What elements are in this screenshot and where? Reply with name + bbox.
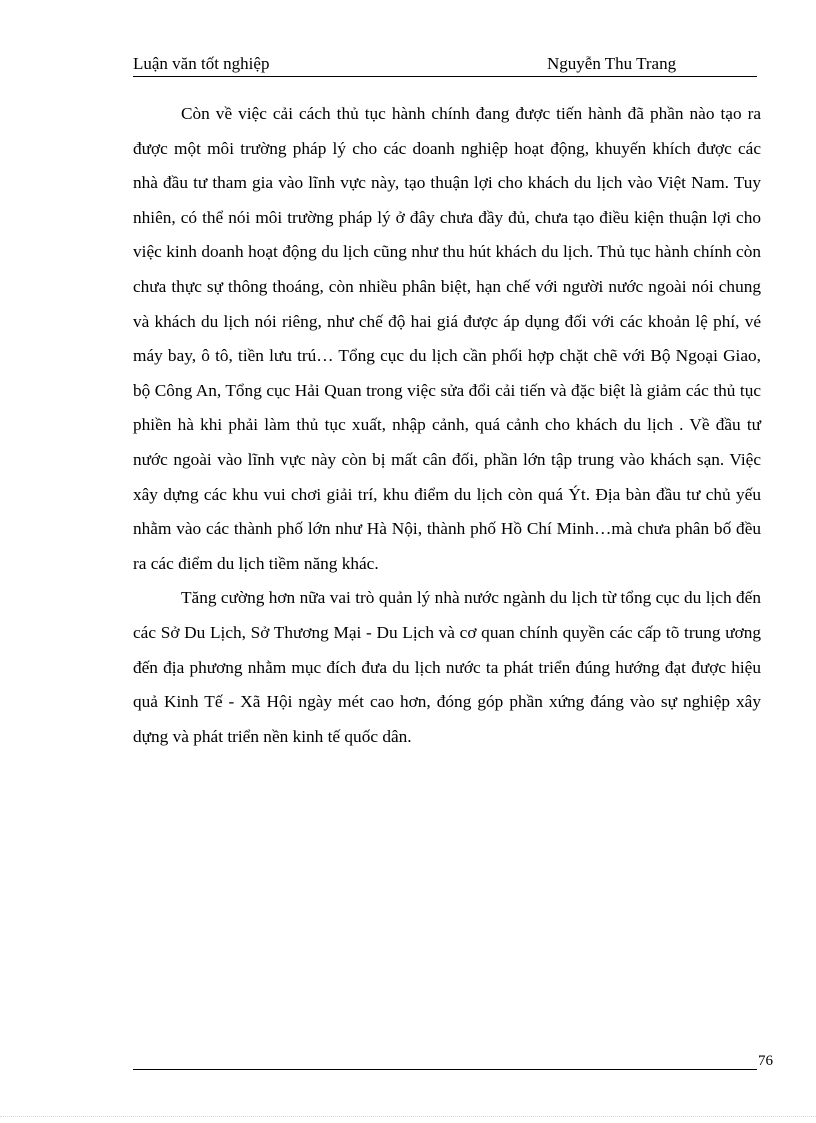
header-author-name: Nguyễn Thu Trang	[547, 54, 677, 73]
page-number: 76	[758, 1053, 773, 1069]
header-thesis-label: Luận văn tốt nghiệp	[133, 54, 270, 73]
footer-rule	[133, 1069, 757, 1070]
paragraph-administrative-reform: Còn về việc cải cách thủ tục hành chính đang được tiến hành đã phần nào tạo ra được một môi trường pháp lý cho các doanh nghiệp hoạt động, khuyến khích được các nhà đầu tư tham gia vào lĩnh vực này, tạo thuận lợi cho khách du lịch vào Việt Nam. Tuy nhiên, có thể nói môi trường pháp lý ở đây chưa đầy đủ, chưa tạo điều kiện thuận lợi cho việc kinh doanh hoạt động du lịch cũng như thu hút khách du lịch. Thủ tục hành chính còn chưa thực sự thông thoáng, còn nhiều phân biệt, hạn chế với người nước ngoài nói chung và khách du lịch nói riêng, như chế độ hai giá được áp dụng đối với các khoản lệ phí, vé máy bay, ô tô, tiền lưu trú… Tổng cục du lịch cần phối hợp chặt chẽ với Bộ Ngoại Giao, bộ Công An, Tổng cục Hải Quan trong việc sửa đổi cải tiến và đặc biệt là giảm các thủ tục phiền hà khi phải làm thủ tục xuất, nhập cảnh, quá cảnh cho khách du lịch . Về đầu tư nước ngoài vào lĩnh vực này còn bị mất cân đối, phần lớn tập trung vào khách sạn. Việc xây dựng các khu vui chơi giải trí, khu điểm du lịch còn quá Ýt. Địa bàn đầu tư chủ yếu nhằm vào các thành phố lớn như Hà Nội, thành phố Hồ Chí Minh…mà chưa phân bố đều ra các điểm du lịch tiềm năng khác.	[133, 104, 761, 573]
page-bottom-border	[0, 1116, 816, 1117]
body-text	[133, 97, 761, 754]
page-header	[133, 52, 757, 77]
paragraph-state-management: Tăng cường hơn nữa vai trò quản lý nhà nước ngành du lịch từ tổng cục du lịch đến các Sở Du Lịch, Sở Thương Mại - Du Lịch và cơ quan chính quyền các cấp tõ trung ương đến địa phương nhằm mục đích đưa du lịch nước ta phát triển đúng hướng đạt được hiệu quả Kinh Tế - Xã Hội ngày mét cao hơn, đóng góp phần xứng đáng vào sự nghiệp xây dựng và phát triển nền kinh tế quốc dân.	[133, 588, 761, 746]
